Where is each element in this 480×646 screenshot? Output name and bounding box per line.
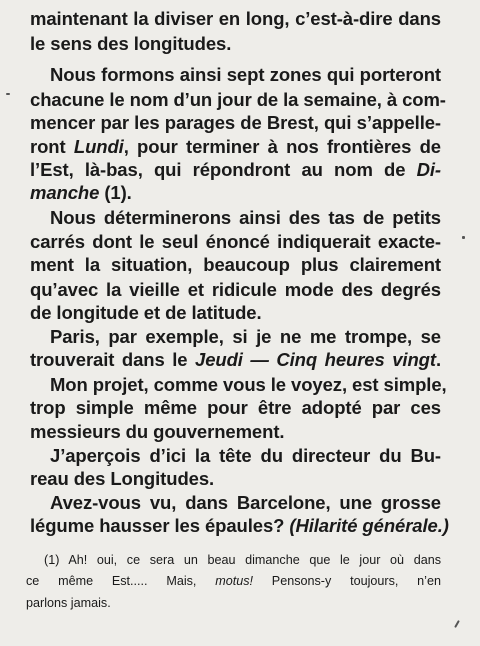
print-speck: [462, 236, 465, 239]
text-line: [30, 8, 441, 30]
text-line: [30, 254, 441, 276]
text-line: [30, 231, 441, 253]
text-line: [30, 302, 262, 324]
text-line: [30, 397, 441, 419]
italic-text: Di-: [416, 159, 441, 180]
text-line: [50, 207, 441, 229]
text-line: [50, 445, 441, 467]
italic-text: Jeudi — Cinq heures vingt: [195, 349, 436, 370]
footnote-line: [44, 552, 441, 568]
text-line: [30, 279, 441, 301]
text-run: de longitude et de latitude.: [30, 302, 262, 323]
text-run: Nous formons ainsi sept zones qui porteront: [50, 64, 441, 85]
text-run: trouverait dans le: [30, 349, 196, 370]
text-run: Nous déterminerons ainsi des tas de petits: [50, 207, 441, 228]
text-run: J’aperçois d’ici la tête du directeur du Bu-: [50, 445, 441, 466]
text-line: [30, 136, 441, 158]
text-run: parlons jamais.: [26, 596, 111, 610]
text-line: [50, 326, 441, 348]
text-run: (1).: [99, 182, 132, 203]
italic-text: (Hilarité générale.): [289, 515, 449, 536]
footnote-line: [26, 595, 111, 611]
text-line: [30, 112, 441, 134]
text-run: ment la situation, beaucoup plus clairement: [30, 254, 441, 275]
text-line: [30, 515, 449, 537]
text-run: légume hausser les épaules?: [30, 515, 290, 536]
text-run: qu’avec la vieille et ridicule mode des degrés: [30, 279, 441, 300]
text-run: chacune le nom d’un jour de la semaine, à com-: [30, 89, 446, 110]
text-run: reau des Longitudes.: [30, 468, 215, 489]
print-speck: [6, 93, 10, 95]
text-run: Paris, par exemple, si je ne me trompe, se: [50, 326, 441, 347]
text-line: [30, 468, 214, 490]
italic-text: motus!: [215, 574, 254, 588]
text-line: [30, 33, 231, 55]
text-run: l’Est, là-bas, qui répondront au nom de: [30, 159, 417, 180]
text-run: mencer par les parages de Brest, qui s’appelle-: [30, 112, 441, 133]
text-line: [50, 64, 441, 86]
text-run: .: [435, 349, 441, 370]
text-run: trop simple même pour être adopté par ces: [30, 397, 441, 418]
text-run: ce même Est..... Mais,: [26, 574, 216, 588]
print-speck: [454, 620, 460, 628]
text-line: [50, 374, 447, 396]
italic-text: Lundi: [73, 136, 124, 157]
text-line: [30, 182, 132, 204]
text-line: [50, 492, 441, 514]
text-line: [30, 421, 284, 443]
italic-text: manche: [30, 182, 100, 203]
text-run: messieurs du gouvernement.: [30, 421, 285, 442]
text-run: (1) Ah! oui, ce sera un beau dimanche que le jour où dans: [44, 553, 441, 567]
text-run: Avez-vous vu, dans Barcelone, une grosse: [50, 492, 441, 513]
text-line: [30, 349, 441, 371]
footnote-line: [26, 573, 441, 589]
text-run: maintenant la diviser en long, c’est-à-dire dans: [30, 8, 441, 29]
text-run: Mon projet, comme vous le voyez, est simple,: [50, 374, 447, 395]
text-run: carrés dont le seul énoncé indiquerait exacte-: [30, 231, 441, 252]
text-run: Pensons-y toujours, n’en: [253, 574, 441, 588]
text-run: ront: [30, 136, 74, 157]
text-line: [30, 159, 441, 181]
text-run: le sens des longitudes.: [30, 33, 232, 54]
text-run: , pour terminer à nos frontières de: [123, 136, 441, 157]
text-line: [30, 89, 446, 111]
